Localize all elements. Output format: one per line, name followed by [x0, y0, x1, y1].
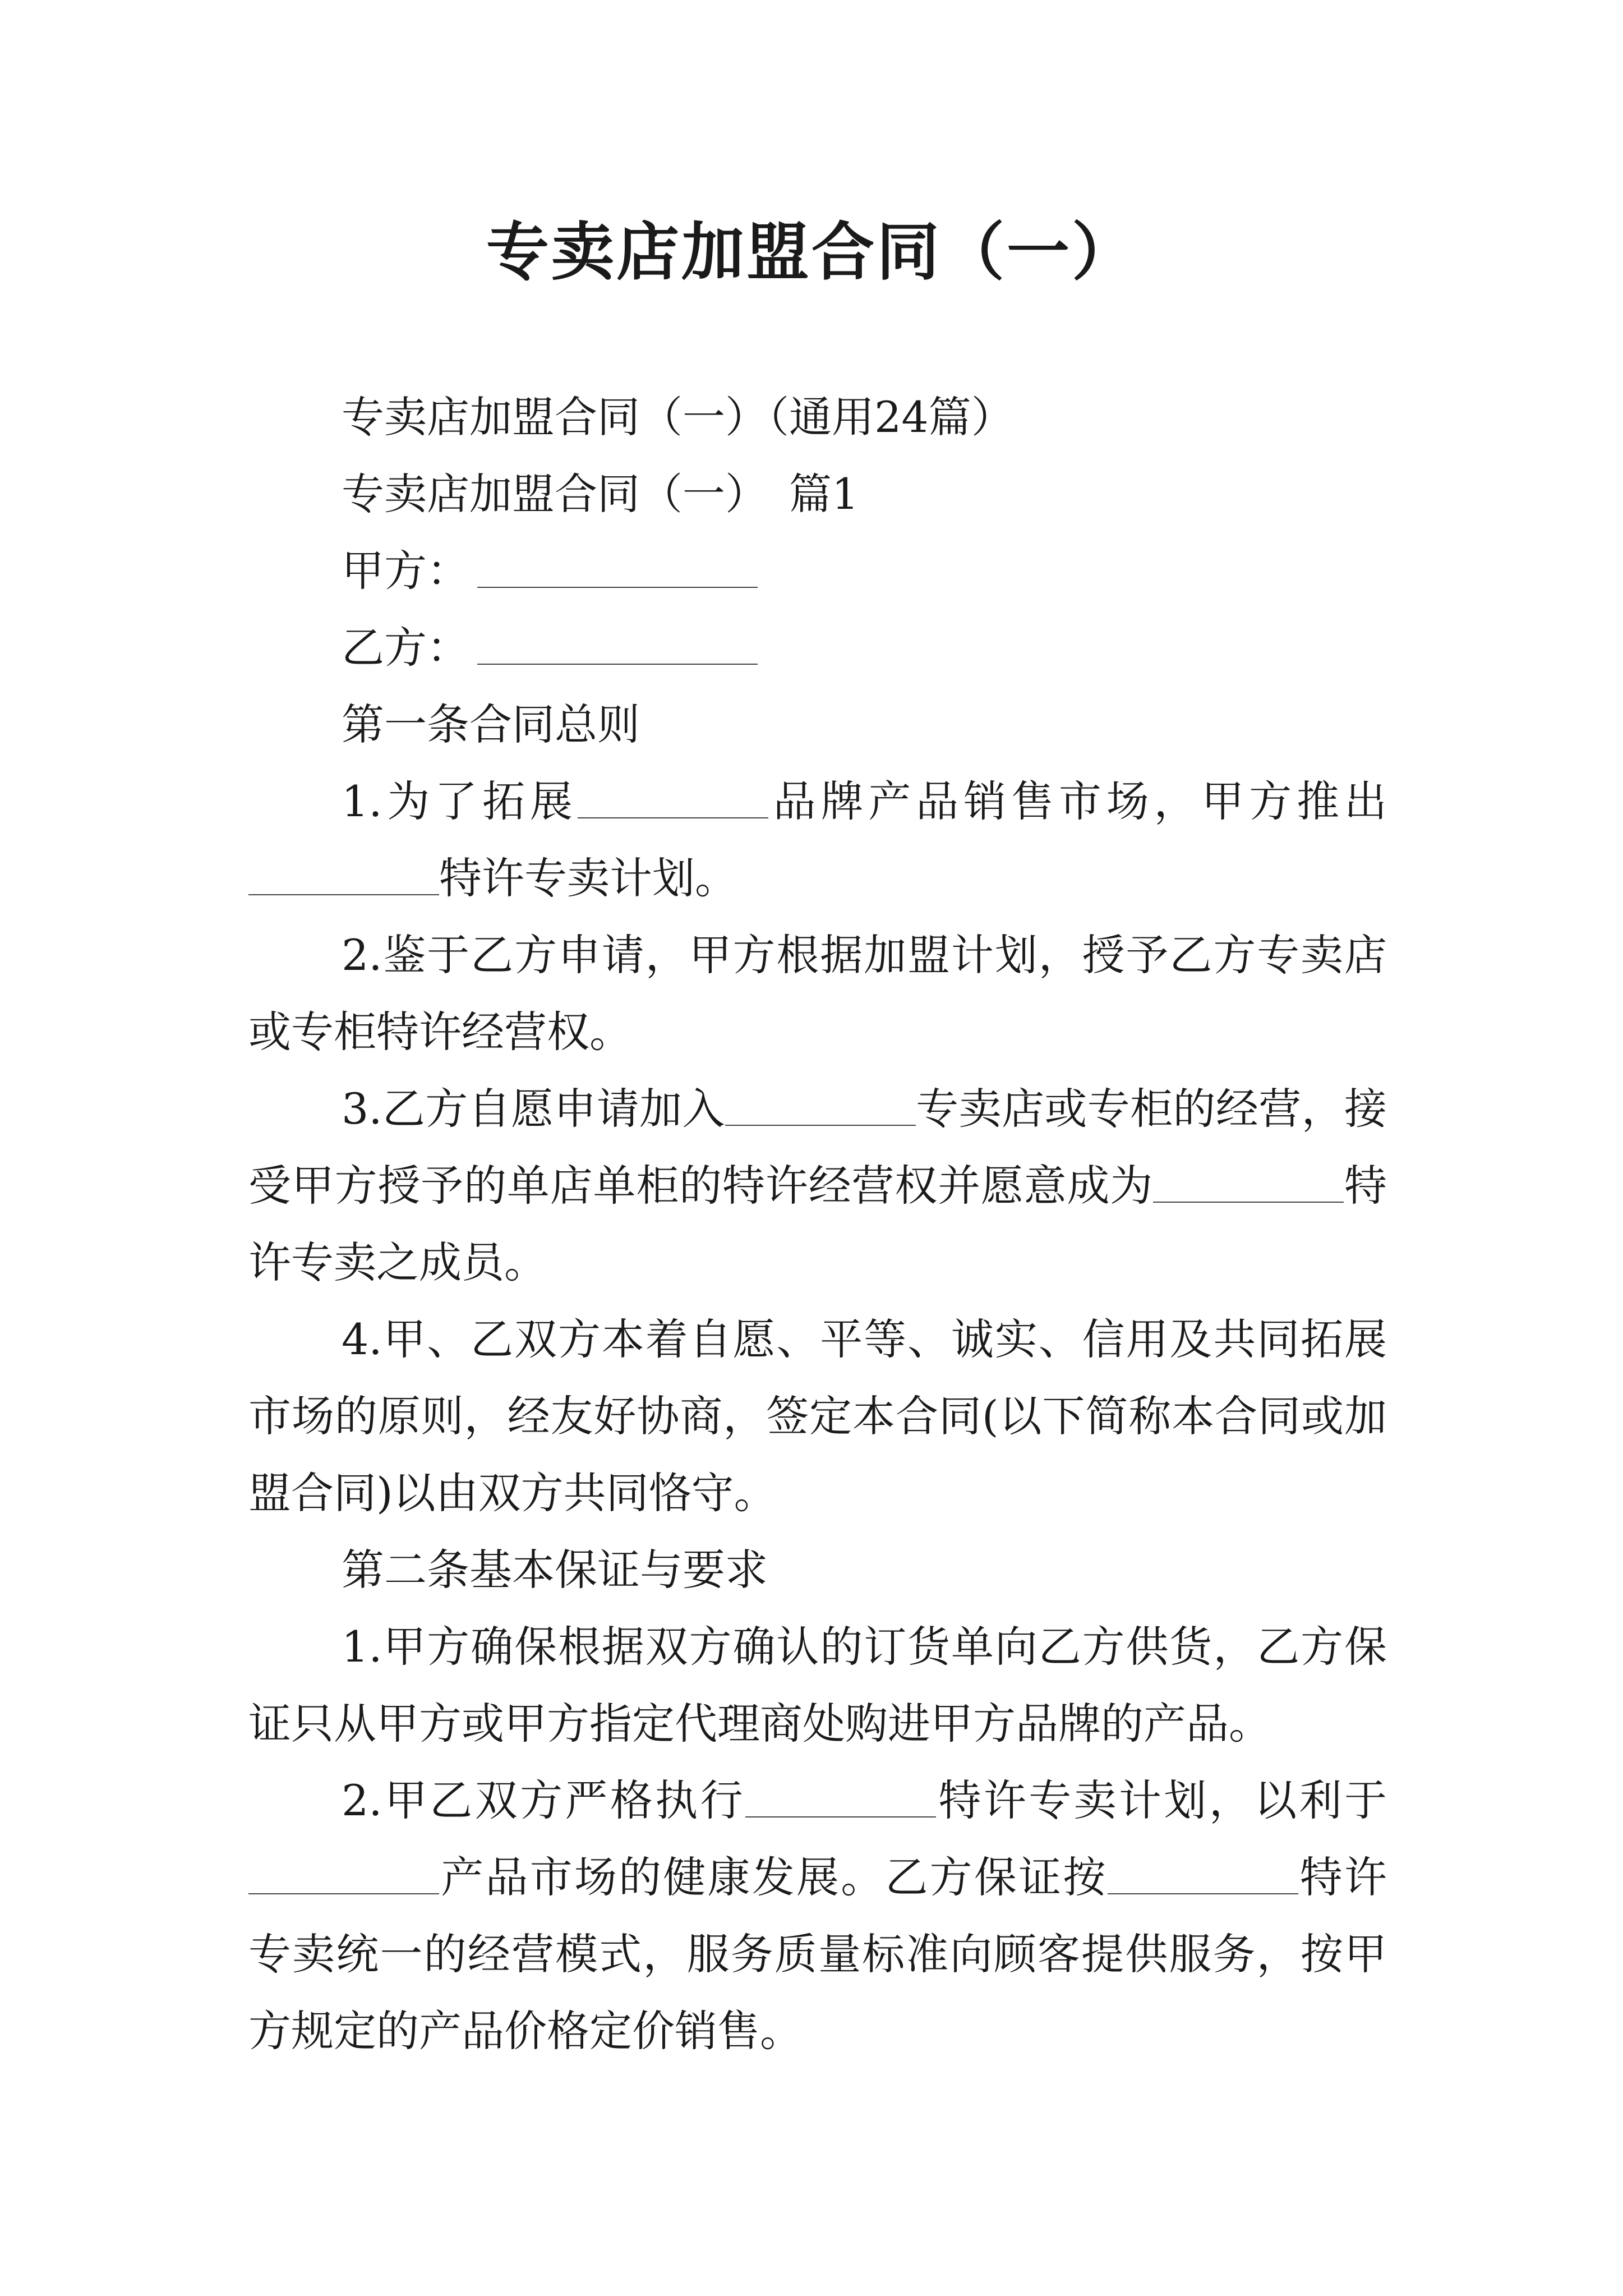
document-subtitle: 专卖店加盟合同（一）（通用24篇）: [342, 392, 1014, 442]
section-heading: 专卖店加盟合同（一） 篇1: [342, 469, 859, 519]
document-body: [248, 379, 1387, 2069]
text-run: 特许专卖统一的经营模式，服务质量标准向顾客提供服务，按甲方规定的产品价格定价销售。: [248, 1852, 1387, 2056]
party-a-label: 甲方：: [342, 546, 469, 596]
article-1-heading: 第一条合同总则: [342, 700, 640, 749]
article-2-paragraph-1: 1.甲方确保根据双方确认的订货单向乙方供货，乙方保证只从甲方或甲方指定代理商处购进甲方品牌的产品。: [248, 1622, 1387, 1749]
article-1-paragraph-2: 2.鉴于乙方申请，甲方根据加盟计划，授予乙方专卖店或专柜特许经营权。: [248, 930, 1387, 1057]
party-b-line: [248, 609, 1387, 686]
text-run: 特许专卖之成员。: [248, 1161, 1387, 1287]
fill-blank: [725, 1086, 916, 1125]
text-run: 3.乙方自愿申请加入: [342, 1084, 725, 1134]
fill-blank: [1108, 1855, 1298, 1894]
text-run: 2.甲乙双方严格执行: [342, 1775, 746, 1825]
fill-blank: [745, 1778, 936, 1817]
text-run: 专卖店或专柜的经营，接受甲方授予的单店单柜的特许经营权并愿意成为: [248, 1084, 1387, 1211]
fill-blank: [578, 779, 768, 818]
text-run: 产品市场的健康发展。乙方保证按: [439, 1852, 1108, 1902]
fill-blank: [1153, 1163, 1344, 1202]
text-run: 特许专卖计划。: [439, 853, 737, 903]
article-2-heading: 第二条基本保证与要求: [342, 1545, 768, 1595]
article-1-paragraph-3: [248, 1070, 1387, 1301]
article-2-paragraph-2: [248, 1762, 1387, 2069]
party-a-blank: [477, 548, 758, 587]
text-run: 品牌产品销售市场，甲方推出: [768, 776, 1387, 826]
party-b-label: 乙方：: [342, 623, 469, 673]
text-run: 特许专卖计划，以利于: [936, 1775, 1387, 1825]
article-1-paragraph-4: 4.甲、乙双方本着自愿、平等、诚实、信用及共同拓展市场的原则，经友好协商，签定本合同(以下简称本合同或加盟合同)以由双方共同恪守。: [248, 1314, 1387, 1518]
fill-blank: [248, 1855, 439, 1894]
document-title: 专卖店加盟合同（一）: [486, 215, 1137, 289]
party-a-line: [248, 532, 1387, 609]
text-run: 1.为了拓展: [342, 776, 578, 826]
fill-blank: [248, 855, 439, 895]
article-1-paragraph-1: [248, 763, 1387, 917]
party-b-blank: [477, 625, 758, 664]
